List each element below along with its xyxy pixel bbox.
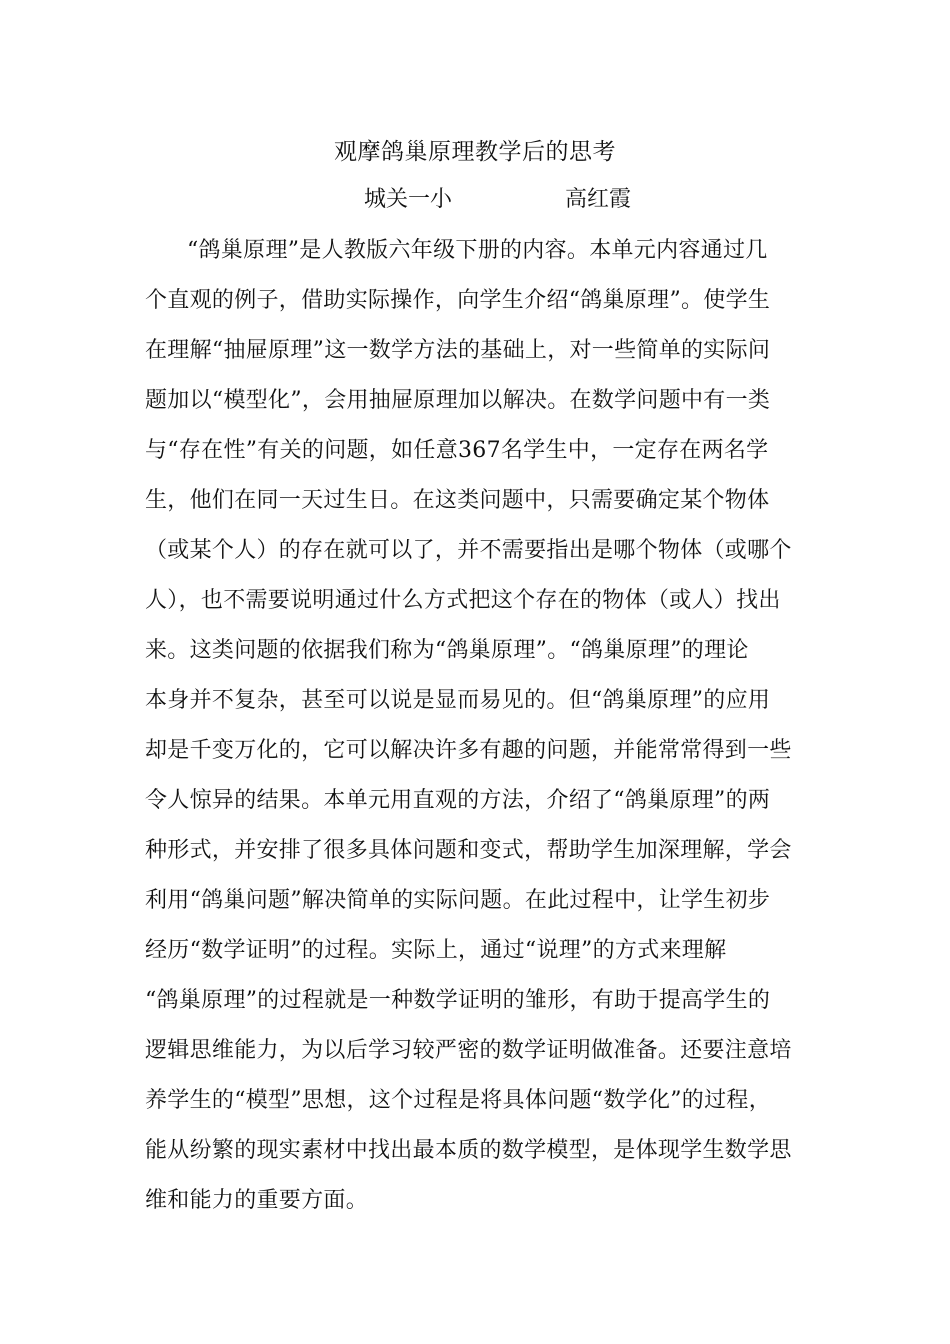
text-line: 来。这类问题的依据我们称为“鸽巢原理”。“鸽巢原理”的理论 bbox=[145, 638, 749, 663]
text-line: 却是千变万化的，它可以解决许多有趣的问题，并能常常得到一些 bbox=[145, 738, 792, 763]
author-school: 城关一小 bbox=[364, 187, 453, 212]
document-title: 观摩鸽巢原理教学后的思考 bbox=[334, 139, 616, 165]
text-line: 生，他们在同一天过生日。在这类问题中，只需要确定某个物体 bbox=[145, 488, 770, 513]
text-line: （或某个人）的存在就可以了，并不需要指出是哪个物体（或哪个 bbox=[145, 538, 792, 563]
text-line: “鸽巢原理”的过程就是一种数学证明的雏形，有助于提高学生的 bbox=[145, 988, 771, 1013]
text-line: 经历“数学证明”的过程。实际上，通过“说理”的方式来理解 bbox=[145, 938, 727, 963]
text-line: 在理解“抽屉原理”这一数学方法的基础上，对一些简单的实际问 bbox=[145, 338, 771, 363]
body-paragraph bbox=[145, 234, 815, 1234]
text-line: 维和能力的重要方面。 bbox=[145, 1188, 369, 1213]
text-line: 种形式，并安排了很多具体问题和变式，帮助学生加深理解，学会 bbox=[145, 838, 792, 863]
text-line: 与“存在性”有关的问题，如任意367名学生中，一定存在两名学 bbox=[145, 438, 769, 463]
text-line: 养学生的“模型”思想，这个过程是将具体问题“数学化”的过程， bbox=[145, 1088, 771, 1113]
text-line: 令人惊异的结果。本单元用直观的方法，介绍了“鸽巢原理”的两 bbox=[145, 788, 771, 813]
text-line: 人），也不需要说明通过什么方式把这个存在的物体（或人）找出 bbox=[145, 588, 781, 613]
text-line: 本身并不复杂，甚至可以说是显而易见的。但“鸽巢原理”的应用 bbox=[145, 688, 771, 713]
text-line: 利用“鸽巢问题”解决简单的实际问题。在此过程中，让学生初步 bbox=[145, 888, 771, 913]
text-line: 题加以“模型化”，会用抽屉原理加以解决。在数学问题中有一类 bbox=[145, 388, 771, 413]
text-line: 个直观的例子，借助实际操作，向学生介绍“鸽巢原理”。使学生 bbox=[145, 288, 771, 313]
author-name: 高红霞 bbox=[565, 187, 632, 212]
text-line: 能从纷繁的现实素材中找出最本质的数学模型，是体现学生数学思 bbox=[145, 1138, 792, 1163]
text-line: “鸽巢原理”是人教版六年级下册的内容。本单元内容通过几 bbox=[187, 238, 768, 263]
text-line: 逻辑思维能力，为以后学习较严密的数学证明做准备。还要注意培 bbox=[145, 1038, 792, 1063]
